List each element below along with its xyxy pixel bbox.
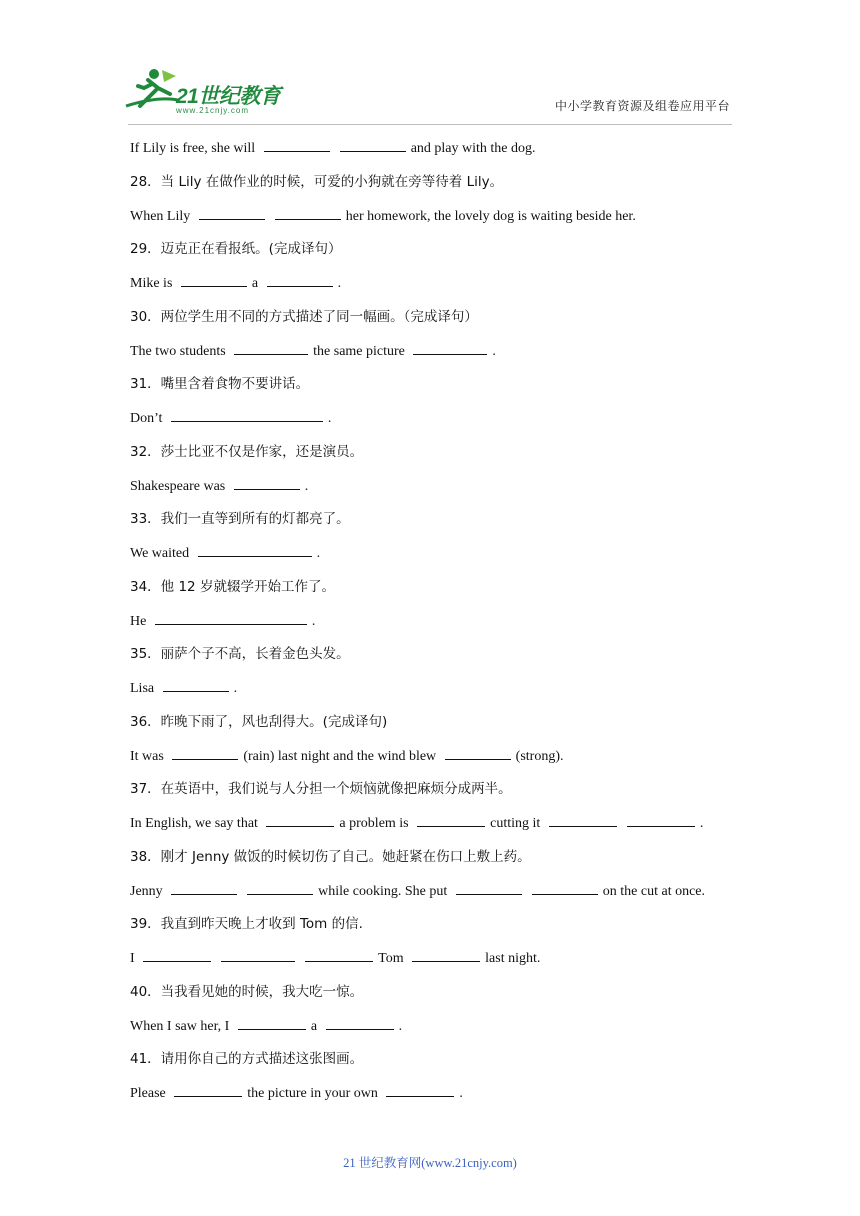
answer-blank[interactable] xyxy=(326,1015,394,1030)
logo-text: 21世纪教育 xyxy=(176,85,281,108)
text-segment: Jenny xyxy=(130,883,167,899)
answer-line xyxy=(130,1015,750,1049)
text-segment: . xyxy=(699,816,704,831)
page-footer: 21 世纪教育网(www.21cnjy.com) xyxy=(343,1156,517,1170)
text-segment: Lisa xyxy=(130,681,158,696)
question-line: 36．昨晚下雨了，风也刮得大。(完成译句) xyxy=(130,713,388,730)
text-segment: (strong). xyxy=(515,748,564,764)
exercise-list xyxy=(130,137,750,1116)
answer-blank[interactable] xyxy=(234,340,308,355)
text-segment: her homework, the lovely dog is waiting beside her. xyxy=(345,208,636,224)
text-segment: the same picture xyxy=(313,343,409,359)
answer-blank[interactable] xyxy=(266,812,334,827)
answer-blank[interactable] xyxy=(143,947,211,962)
text-segment: . xyxy=(492,343,496,359)
question-line: 40．当我看见她的时候，我大吃一惊。 xyxy=(130,983,364,1000)
question-line: 35．丽萨个子不高，长着金色头发。 xyxy=(130,646,350,663)
text-segment: It was xyxy=(130,748,168,764)
answer-blank[interactable] xyxy=(171,880,237,895)
answer-blank[interactable] xyxy=(198,542,312,557)
text-segment: the picture in your own xyxy=(247,1086,382,1101)
text-segment: while cooking. She put xyxy=(318,883,451,899)
question-line: 33．我们一直等到所有的灯都亮了。 xyxy=(130,511,350,528)
question-line: 32．莎士比亚不仅是作家，还是演员。 xyxy=(130,443,364,460)
text-segment: The two students xyxy=(130,343,230,359)
text-segment: We waited xyxy=(130,546,193,561)
text-segment: . xyxy=(311,613,316,629)
text-segment: . xyxy=(337,276,342,291)
text-segment: Mike is xyxy=(130,276,176,291)
text-segment: a xyxy=(310,1018,321,1034)
logo-url: www.21cnjy.com xyxy=(176,106,249,115)
answer-blank[interactable] xyxy=(174,1082,242,1097)
answer-blank[interactable] xyxy=(264,137,330,152)
text-segment: Tom xyxy=(378,951,408,966)
answer-blank[interactable] xyxy=(412,947,480,962)
answer-line xyxy=(130,610,750,644)
answer-line xyxy=(130,340,750,374)
answer-line xyxy=(130,407,750,441)
header-divider xyxy=(128,124,732,125)
answer-blank[interactable] xyxy=(445,745,511,760)
question-line: 31．嘴里含着食物不要讲话。 xyxy=(130,376,310,393)
text-segment: and play with the dog. xyxy=(410,141,536,156)
answer-blank[interactable] xyxy=(221,947,295,962)
text-segment: I xyxy=(130,951,139,966)
answer-blank[interactable] xyxy=(549,812,617,827)
question-line: 29．迈克正在看报纸。(完成译句） xyxy=(130,241,342,258)
text-segment: When I saw her, I xyxy=(130,1018,233,1034)
answer-blank[interactable] xyxy=(155,610,307,625)
text-segment: He xyxy=(130,613,150,629)
question-line: 41．请用你自己的方式描述这张图画。 xyxy=(130,1051,364,1068)
answer-line xyxy=(130,137,750,171)
text-segment: Please xyxy=(130,1086,170,1101)
answer-blank[interactable] xyxy=(532,880,598,895)
answer-blank[interactable] xyxy=(172,745,238,760)
text-segment: In English, we say that xyxy=(130,816,262,831)
question-line: 37．在英语中，我们说与人分担一个烦恼就像把麻烦分成两半。 xyxy=(130,781,512,798)
text-segment: Shakespeare was xyxy=(130,478,229,494)
answer-blank[interactable] xyxy=(234,475,300,490)
answer-line xyxy=(130,947,750,981)
page-header xyxy=(0,0,860,130)
answer-blank[interactable] xyxy=(163,677,229,692)
answer-blank[interactable] xyxy=(413,340,487,355)
question-line: 34．他 12 岁就辍学开始工作了。 xyxy=(130,578,335,595)
text-segment: When Lily xyxy=(130,208,194,224)
text-segment: cutting it xyxy=(490,816,544,831)
answer-blank[interactable] xyxy=(171,407,323,422)
answer-blank[interactable] xyxy=(340,137,406,152)
answer-line xyxy=(130,542,750,576)
text-segment: a problem is xyxy=(339,816,413,831)
answer-blank[interactable] xyxy=(386,1082,454,1097)
answer-line xyxy=(130,745,750,779)
text-segment: last night. xyxy=(485,951,541,966)
answer-blank[interactable] xyxy=(275,205,341,220)
text-segment: . xyxy=(459,1086,463,1101)
answer-line xyxy=(130,205,750,239)
question-line: 39．我直到昨天晚上才收到 Tom 的信. xyxy=(130,916,363,933)
text-segment: If Lily is free, she will xyxy=(130,141,259,156)
answer-blank[interactable] xyxy=(181,272,247,287)
answer-blank[interactable] xyxy=(267,272,333,287)
text-segment: (rain) last night and the wind blew xyxy=(243,748,440,764)
answer-line xyxy=(130,880,750,914)
answer-blank[interactable] xyxy=(627,812,695,827)
text-segment: . xyxy=(398,1018,403,1034)
text-segment: Don’t xyxy=(130,411,166,426)
text-segment: . xyxy=(327,411,332,426)
answer-line xyxy=(130,475,750,509)
answer-blank[interactable] xyxy=(247,880,313,895)
question-line: 30．两位学生用不同的方式描述了同一幅画。（完成译句） xyxy=(130,308,478,325)
answer-blank[interactable] xyxy=(238,1015,306,1030)
text-segment: on the cut at once. xyxy=(602,883,706,899)
question-line: 38．刚才 Jenny 做饭的时候切伤了自己。她赶紧在伤口上敷上药。 xyxy=(130,848,531,865)
answer-line xyxy=(130,812,750,846)
answer-line xyxy=(130,272,750,306)
answer-blank[interactable] xyxy=(199,205,265,220)
text-segment: . xyxy=(304,478,309,494)
header-tagline: 中小学教育资源及组卷应用平台 xyxy=(554,99,730,113)
question-line: 28．当 Lily 在做作业的时候，可爱的小狗就在旁等待着 Lily。 xyxy=(130,173,504,190)
answer-blank[interactable] xyxy=(417,812,485,827)
text-segment: . xyxy=(233,681,238,696)
text-segment: . xyxy=(316,546,321,561)
answer-blank[interactable] xyxy=(456,880,522,895)
answer-line xyxy=(130,1082,750,1116)
text-segment: a xyxy=(251,276,262,291)
answer-line xyxy=(130,677,750,711)
answer-blank[interactable] xyxy=(305,947,373,962)
